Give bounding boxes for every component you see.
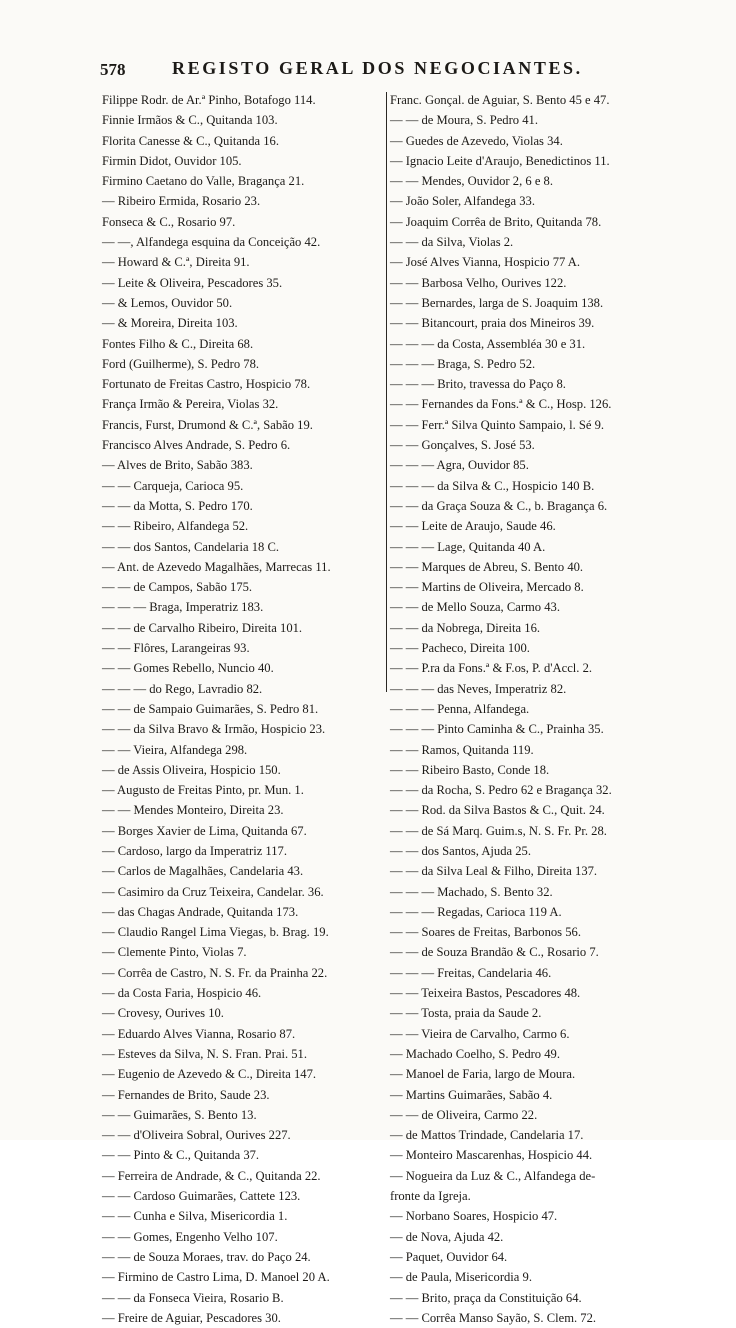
register-entry: — Casimiro da Cruz Teixeira, Candelar. 36. [102,884,324,899]
register-entry: — — dos Santos, Ajuda 25. [390,843,531,858]
register-entry: — Eduardo Alves Vianna, Rosario 87. [102,1026,296,1041]
register-entry: Fonseca & C., Rosario 97. [102,214,236,229]
register-entry: — — Pinto & C., Quitanda 37. [102,1148,260,1163]
register-entry: — Freire de Aguiar, Pescadores 30. [102,1310,281,1325]
register-entry: — de Assis Oliveira, Hospicio 150. [102,762,281,777]
register-entry: — — de Campos, Sabão 175. [102,580,253,595]
register-entry: — Norbano Soares, Hospicio 47. [390,1209,558,1224]
register-entry: — — — Regadas, Carioca 119 A. [390,904,562,919]
register-entry: — — da Fonseca Vieira, Rosario B. [102,1290,284,1305]
register-entry: — — Teixeira Bastos, Pescadores 48. [390,986,581,1001]
register-entry: — — de Souza Moraes, trav. do Paço 24. [102,1249,311,1264]
register-entry: Filippe Rodr. de Ar.ª Pinho, Botafogo 114. [102,93,316,107]
register-entry: — Cardoso, largo da Imperatriz 117. [102,843,288,858]
register-entry: — — — Brito, travessa do Paço 8. [390,377,566,392]
register-entry: — — de Carvalho Ribeiro, Direita 101. [102,620,303,635]
register-entry: — — Ferr.ª Silva Quinto Sampaio, l. Sé 9. [390,417,605,432]
register-entry: — — Cardoso Guimarães, Cattete 123. [102,1189,301,1204]
register-entry: Fortunato de Freitas Castro, Hospicio 78. [102,377,311,392]
register-entry: — Ferreira de Andrade, & C., Quitanda 22. [102,1168,321,1183]
register-entry: — & Moreira, Direita 103. [102,316,238,331]
register-entry: — Crovesy, Ourives 10. [102,1006,224,1021]
register-entry: — Paquet, Ouvidor 64. [390,1249,508,1264]
register-entry: — — Bitancourt, praia dos Mineiros 39. [390,316,595,331]
register-entry: — Joaquim Corrêa de Brito, Quitanda 78. [390,214,602,229]
register-entry: — — — Agra, Ouvidor 85. [390,458,529,473]
register-entry: Firmin Didot, Ouvidor 105. [102,153,242,168]
register-entry: — Howard & C.ª, Direita 91. [102,255,250,270]
register-entry: — — Ribeiro Basto, Conde 18. [390,762,550,777]
register-entry: — — — Penna, Alfandega. [390,701,530,716]
register-entry: — — Pacheco, Direita 100. [390,641,530,656]
register-entry: — — — Freitas, Candelaria 46. [390,965,552,980]
register-entry: — Clemente Pinto, Violas 7. [102,945,247,960]
register-entry: — Nogueira da Luz & C., Alfandega de- [390,1168,596,1183]
register-entry: — Ribeiro Ermida, Rosario 23. [102,194,261,209]
register-entry: — — Gomes, Engenho Velho 107. [102,1229,278,1244]
register-entry: — — de Sampaio Guimarães, S. Pedro 81. [102,701,319,716]
register-entry: — João Soler, Alfandega 33. [390,194,535,209]
register-entry: — Manoel de Faria, largo de Moura. [390,1067,576,1082]
register-entry: — — da Motta, S. Pedro 170. [102,498,253,513]
register-entry: fronte da Igreja. [390,1189,471,1204]
register-entry: — — P.ra da Fons.ª & F.os, P. d'Accl. 2. [390,661,593,676]
register-entry: Fontes Filho & C., Direita 68. [102,336,254,351]
register-entry: — — de Sá Marq. Guim.s, N. S. Fr. Pr. 28. [390,823,607,838]
register-entry: Florita Canesse & C., Quitanda 16. [102,133,279,148]
register-entry: — Monteiro Mascarenhas, Hospicio 44. [390,1148,593,1163]
register-entry: — Augusto de Freitas Pinto, pr. Mun. 1. [102,783,304,798]
register-entry: — de Paula, Misericordia 9. [390,1270,532,1285]
register-entry: Francis, Furst, Drumond & C.ª, Sabão 19. [102,417,313,432]
register-entry: França Irmão & Pereira, Violas 32. [102,397,279,412]
register-entry: — Alves de Brito, Sabão 383. [102,458,253,473]
register-entry: — —, Alfandega esquina da Conceição 42. [102,235,321,250]
register-entry: — — Martins de Oliveira, Mercado 8. [390,580,584,595]
register-entry: — — — Machado, S. Bento 32. [390,884,553,899]
register-entry: — — Barbosa Velho, Ourives 122. [390,275,567,290]
register-entry: — — de Mello Souza, Carmo 43. [390,600,560,615]
register-entry: — — Mendes Monteiro, Direita 23. [102,803,284,818]
register-entry: Franc. Gonçal. de Aguiar, S. Bento 45 e 47. [390,93,610,107]
register-entry: — — Marques de Abreu, S. Bento 40. [390,559,584,574]
register-entry: — Machado Coelho, S. Pedro 49. [390,1046,560,1061]
register-entry: — — Ramos, Quitanda 119. [390,742,534,757]
register-entry: — de Mattos Trindade, Candelaria 17. [390,1128,584,1143]
register-entry: Ford (Guilherme), S. Pedro 78. [102,356,260,371]
register-entry: — — — Braga, S. Pedro 52. [390,356,536,371]
running-title: REGISTO GERAL DOS NEGOCIANTES. [172,58,583,78]
register-entry: — — da Silva Leal & Filho, Direita 137. [390,864,598,879]
left-column [102,90,384,1328]
register-entry: — — Guimarães, S. Bento 13. [102,1107,257,1122]
page-number: 578 [100,60,126,79]
register-entry: — Ant. de Azevedo Magalhães, Marrecas 11. [102,559,331,574]
register-entry: — — Brito, praça da Constituição 64. [390,1290,582,1305]
register-entry: — da Costa Faria, Hospicio 46. [102,986,262,1001]
register-entry: — Ignacio Leite d'Araujo, Benedictinos 11. [390,153,610,168]
register-entry: — — Gomes Rebello, Nuncio 40. [102,661,274,676]
register-entry: — — Gonçalves, S. José 53. [390,438,535,453]
register-entry: — — da Silva, Violas 2. [390,235,514,250]
register-entry: — Leite & Oliveira, Pescadores 35. [102,275,283,290]
register-entry: — das Chagas Andrade, Quitanda 173. [102,904,299,919]
register-entry: — Carlos de Magalhães, Candelaria 43. [102,864,304,879]
register-entry: — — Fernandes da Fons.ª & C., Hosp. 126. [390,397,612,412]
register-entry: — — Ribeiro, Alfandega 52. [102,519,249,534]
register-entry: — — de Oliveira, Carmo 22. [390,1107,538,1122]
register-entry: — & Lemos, Ouvidor 50. [102,295,233,310]
register-entry: — — da Rocha, S. Pedro 62 e Bragança 32. [390,783,612,798]
register-entry: — — dos Santos, Candelaria 18 C. [102,539,279,554]
register-entry: Firmino Caetano do Valle, Bragança 21. [102,174,305,189]
register-entry: — — da Graça Souza & C., b. Bragança 6. [390,498,608,513]
register-entry: — — Flôres, Larangeiras 93. [102,641,250,656]
register-entry: — — Leite de Araujo, Saude 46. [390,519,556,534]
register-entry: — — da Silva Bravo & Irmão, Hospicio 23. [102,722,326,737]
register-entry: — — Vieira, Alfandega 298. [102,742,248,757]
register-entry: — José Alves Vianna, Hospicio 77 A. [390,255,581,270]
column-divider [386,92,387,692]
register-entry: — Eugenio de Azevedo & C., Direita 147. [102,1067,317,1082]
register-entry: — — Tosta, praia da Saude 2. [390,1006,542,1021]
register-entry: — — Carqueja, Carioca 95. [102,478,244,493]
register-entry: — — — da Silva & C., Hospicio 140 B. [390,478,595,493]
register-entry: — Esteves da Silva, N. S. Fran. Prai. 51. [102,1046,307,1061]
register-entry: — — Corrêa Manso Sayão, S. Clem. 72. [390,1310,597,1325]
register-entry: — — Rod. da Silva Bastos & C., Quit. 24. [390,803,605,818]
register-entry: — — Cunha e Silva, Misericordia 1. [102,1209,288,1224]
register-entry: — Fernandes de Brito, Saude 23. [102,1087,270,1102]
register-entry: — Corrêa de Castro, N. S. Fr. da Prainha 22. [102,965,328,980]
register-entry: — — de Souza Brandão & C., Rosario 7. [390,945,599,960]
register-entry: — — Vieira de Carvalho, Carmo 6. [390,1026,570,1041]
register-entry: — Martins Guimarães, Sabão 4. [390,1087,553,1102]
page-header [100,56,660,86]
register-entry: — — — da Costa, Assembléa 30 e 31. [390,336,586,351]
register-entry: — — de Moura, S. Pedro 41. [390,113,538,128]
register-entry: — — Bernardes, larga de S. Joaquim 138. [390,295,604,310]
register-entry: Francisco Alves Andrade, S. Pedro 6. [102,438,291,453]
register-entry: — — da Nobrega, Direita 16. [390,620,541,635]
register-entry: — — d'Oliveira Sobral, Ourives 227. [102,1128,291,1143]
register-entry: — — — do Rego, Lavradio 82. [102,681,263,696]
register-entry: — — — Lage, Quitanda 40 A. [390,539,546,554]
register-entry: — — — Braga, Imperatriz 183. [102,600,264,615]
register-entry: — Firmino de Castro Lima, D. Manoel 20 A. [102,1270,330,1285]
register-entry: — de Nova, Ajuda 42. [390,1229,504,1244]
register-entry: — Claudio Rangel Lima Viegas, b. Brag. 19. [102,925,329,940]
register-entry: — — — Pinto Caminha & C., Prainha 35. [390,722,604,737]
register-entry: — — Mendes, Ouvidor 2, 6 e 8. [390,174,553,189]
register-entry: — — Soares de Freitas, Barbonos 56. [390,925,581,940]
register-entry: Finnie Irmãos & C., Quitanda 103. [102,113,278,128]
register-entry: — Borges Xavier de Lima, Quitanda 67. [102,823,307,838]
register-entry: — — — das Neves, Imperatriz 82. [390,681,567,696]
right-column [390,90,672,1328]
register-entry: — Guedes de Azevedo, Violas 34. [390,133,563,148]
register-columns [100,90,670,1325]
